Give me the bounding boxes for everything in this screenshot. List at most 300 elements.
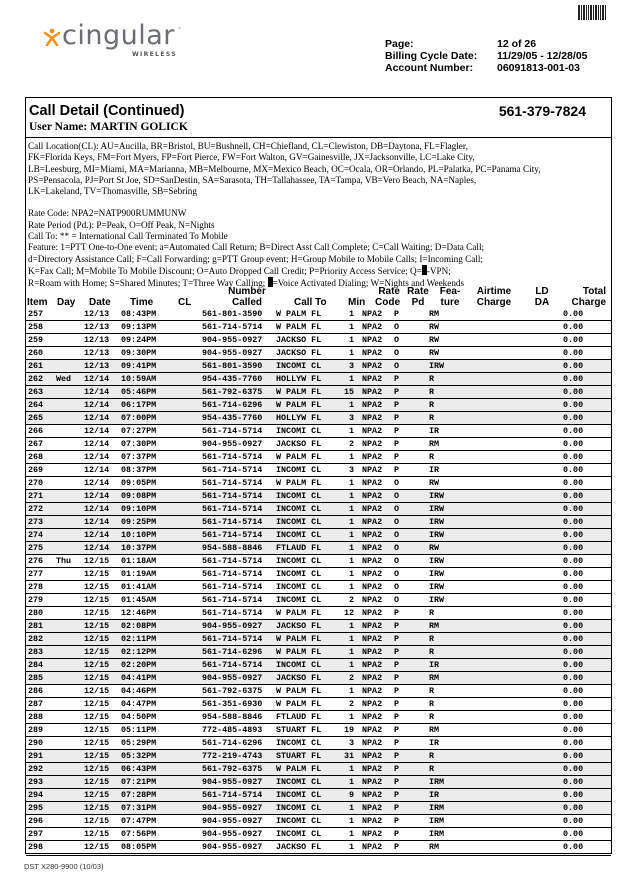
cell-date: 12/15 — [84, 608, 110, 618]
legend-feature — [28, 265, 609, 277]
logo-wordmark: cingular — [62, 20, 175, 51]
legend-call-location: LK=Lakeland, TV=Thomasville, SB=Sebring — [28, 186, 197, 197]
table-row — [26, 776, 611, 789]
cell-min: 1 — [348, 634, 354, 644]
cell-total: 0.00 — [563, 452, 584, 462]
cell-time: 10:59AM — [121, 374, 157, 384]
cell-number: 561-714-5714 — [202, 465, 263, 475]
cell-min: 1 — [348, 621, 354, 631]
cell-total: 0.00 — [563, 842, 584, 852]
cell-date: 12/14 — [84, 491, 110, 501]
cell-min: 1 — [348, 569, 354, 579]
cell-number: 561-714-5714 — [202, 595, 263, 605]
cell-call-to: INCOMI CL — [276, 556, 322, 566]
cell-time: 06:17PM — [121, 400, 157, 410]
cell-rate-pd: P — [394, 738, 400, 748]
cell-date: 12/15 — [84, 738, 110, 748]
table-end-rule — [26, 854, 611, 856]
cell-time: 08:05PM — [121, 842, 157, 852]
cell-call-to: W PALM FL — [276, 764, 322, 774]
cell-min: 1 — [348, 517, 354, 527]
col-label: Number — [228, 286, 266, 297]
cell-call-to: INCOMI CL — [276, 829, 322, 839]
cell-rate-code: NPA2 — [362, 530, 383, 540]
cell-time: 07:30PM — [121, 439, 157, 449]
cell-rate-pd: O — [394, 504, 400, 514]
cell-number: 561-714-5714 — [202, 504, 263, 514]
cell-rate-pd: O — [394, 491, 400, 501]
cell-time: 04:47PM — [121, 699, 157, 709]
barcode-icon — [578, 5, 606, 20]
cell-item: 278 — [28, 582, 44, 592]
cell-rate-code: NPA2 — [362, 660, 383, 670]
cell-rate-code: NPA2 — [362, 842, 383, 852]
cell-feature: IRW — [429, 569, 445, 579]
cell-rate-code: NPA2 — [362, 322, 383, 332]
cell-rate-code: NPA2 — [362, 647, 383, 657]
cell-rate-pd: O — [394, 361, 400, 371]
cell-number: 561-714-5714 — [202, 530, 263, 540]
cell-rate-pd: O — [394, 348, 400, 358]
cell-time: 04:41PM — [121, 673, 157, 683]
cell-call-to: JACKSO FL — [276, 621, 322, 631]
cell-item: 265 — [28, 413, 44, 423]
cell-number: 561-714-6296 — [202, 738, 263, 748]
cell-min: 1 — [348, 426, 354, 436]
meta-billing-cycle — [385, 50, 588, 62]
cell-number: 561-714-5714 — [202, 790, 263, 800]
table-row — [26, 308, 611, 321]
cell-rate-pd: P — [394, 309, 400, 319]
cell-call-to: W PALM FL — [276, 634, 322, 644]
cell-call-to: STUART FL — [276, 751, 322, 761]
cell-rate-code: NPA2 — [362, 413, 383, 423]
cell-call-to: W PALM FL — [276, 478, 322, 488]
cell-feature: RW — [429, 348, 440, 358]
cell-rate-code: NPA2 — [362, 543, 383, 553]
cell-number: 561-714-5714 — [202, 478, 263, 488]
table-row — [26, 438, 611, 451]
cell-total: 0.00 — [563, 322, 584, 332]
cell-number: 561-792-6375 — [202, 686, 263, 696]
cell-rate-pd: O — [394, 569, 400, 579]
meta-page — [385, 38, 588, 50]
cell-number: 904-955-0927 — [202, 777, 263, 787]
table-row — [26, 477, 611, 490]
cell-total: 0.00 — [563, 387, 584, 397]
cell-rate-pd: P — [394, 816, 400, 826]
cell-min: 1 — [348, 816, 354, 826]
cell-total: 0.00 — [563, 686, 584, 696]
cell-number: 904-955-0927 — [202, 621, 263, 631]
cell-feature: IRM — [429, 816, 445, 826]
cell-item: 258 — [28, 322, 44, 332]
cell-call-to: INCOMI CL — [276, 465, 322, 475]
cell-date: 12/14 — [84, 530, 110, 540]
table-row — [26, 789, 611, 802]
cell-item: 272 — [28, 504, 44, 514]
cell-rate-code: NPA2 — [362, 426, 383, 436]
cell-min: 3 — [348, 738, 354, 748]
cell-call-to: W PALM FL — [276, 309, 322, 319]
cell-item: 259 — [28, 335, 44, 345]
col-label: Charge — [476, 297, 512, 308]
cell-feature: IRW — [429, 530, 445, 540]
cell-call-to: INCOMI CL — [276, 426, 322, 436]
section-title: Call Detail (Continued) — [29, 103, 185, 119]
cell-number: 954-588-8846 — [202, 543, 263, 553]
cell-total: 0.00 — [563, 426, 584, 436]
cell-rate-pd: P — [394, 387, 400, 397]
cell-time: 09:10PM — [121, 504, 157, 514]
col-feature — [437, 286, 463, 308]
cingular-logo — [44, 22, 194, 62]
cell-rate-code: NPA2 — [362, 673, 383, 683]
cell-item: 276 — [28, 556, 44, 566]
table-row — [26, 685, 611, 698]
col-ld-da — [533, 286, 551, 308]
cell-rate-pd: O — [394, 595, 400, 605]
cell-call-to: JACKSO FL — [276, 335, 322, 345]
table-row — [26, 750, 611, 763]
cell-time: 02:20PM — [121, 660, 157, 670]
cell-feature: IRM — [429, 803, 445, 813]
table-row — [26, 399, 611, 412]
cell-feature: IR — [429, 426, 440, 436]
cell-date: 12/15 — [84, 621, 110, 631]
cell-item: 282 — [28, 634, 44, 644]
cell-number: 561-714-6296 — [202, 400, 263, 410]
cell-total: 0.00 — [563, 790, 584, 800]
cell-total: 0.00 — [563, 725, 584, 735]
cell-time: 07:00PM — [121, 413, 157, 423]
cell-date: 12/15 — [84, 712, 110, 722]
cell-date: 12/15 — [84, 699, 110, 709]
cell-time: 02:11PM — [121, 634, 157, 644]
cell-rate-code: NPA2 — [362, 309, 383, 319]
cell-rate-pd: P — [394, 686, 400, 696]
cell-rate-pd: P — [394, 608, 400, 618]
cell-number: 904-955-0927 — [202, 439, 263, 449]
cell-call-to: INCOMI CL — [276, 530, 322, 540]
cell-time: 01:19AM — [121, 569, 157, 579]
table-row — [26, 737, 611, 750]
cell-call-to: INCOMI CL — [276, 595, 322, 605]
cell-min: 1 — [348, 309, 354, 319]
cell-number: 904-955-0927 — [202, 816, 263, 826]
legend-text: K=Fax Call; M=Mobile To Mobile Discount; O=Auto Dropped Call Credit; P=Priority Access Service; Q= — [28, 265, 422, 276]
cell-date: 12/13 — [84, 335, 110, 345]
cell-rate-code: NPA2 — [362, 608, 383, 618]
cell-min: 1 — [348, 556, 354, 566]
cell-date: 12/13 — [84, 348, 110, 358]
cell-item: 285 — [28, 673, 44, 683]
table-row — [26, 373, 611, 386]
cell-min: 1 — [348, 647, 354, 657]
cell-feature: IR — [429, 790, 440, 800]
cell-rate-pd: O — [394, 335, 400, 345]
meta-label: Page: — [385, 38, 414, 50]
cell-call-to: STUART FL — [276, 725, 322, 735]
cell-time: 09:24PM — [121, 335, 157, 345]
cell-feature: RW — [429, 335, 440, 345]
cell-rate-code: NPA2 — [362, 439, 383, 449]
cell-feature: RW — [429, 543, 440, 553]
cell-min: 1 — [348, 491, 354, 501]
table-row — [26, 425, 611, 438]
cell-number: 561-714-5714 — [202, 452, 263, 462]
cell-number: 561-714-5714 — [202, 322, 263, 332]
cell-total: 0.00 — [563, 491, 584, 501]
cell-call-to: FTLAUD FL — [276, 712, 322, 722]
cell-feature: R — [429, 647, 435, 657]
cell-call-to: INCOMI CL — [276, 803, 322, 813]
cell-item: 266 — [28, 426, 44, 436]
cell-call-to: W PALM FL — [276, 647, 322, 657]
cell-item: 289 — [28, 725, 44, 735]
col-airtime-charge — [472, 286, 516, 308]
col-day: Day — [57, 297, 76, 308]
cell-call-to: INCOMI CL — [276, 816, 322, 826]
cell-date: 12/14 — [84, 452, 110, 462]
cell-total: 0.00 — [563, 751, 584, 761]
cell-number: 772-219-4743 — [202, 751, 263, 761]
cell-time: 09:13PM — [121, 322, 157, 332]
cell-call-to: INCOMI CL — [276, 738, 322, 748]
cell-time: 10:10PM — [121, 530, 157, 540]
cell-total: 0.00 — [563, 361, 584, 371]
cell-date: 12/15 — [84, 777, 110, 787]
cell-date: 12/15 — [84, 816, 110, 826]
col-total-charge — [569, 286, 606, 308]
cell-rate-code: NPA2 — [362, 777, 383, 787]
cell-time: 08:43PM — [121, 309, 157, 319]
table-row — [26, 802, 611, 815]
cell-time: 01:18AM — [121, 556, 157, 566]
legend-feature: d=Directory Assistance Call; F=Call Forwarding; g=PTT Group event; H=Group Mobile to Mobile Calls; I=Incoming Call; — [28, 253, 483, 264]
cell-call-to: HOLLYW FL — [276, 374, 322, 384]
cell-item: 291 — [28, 751, 44, 761]
cell-rate-pd: P — [394, 465, 400, 475]
cell-min: 1 — [348, 322, 354, 332]
cell-rate-code: NPA2 — [362, 595, 383, 605]
cell-feature: RM — [429, 673, 440, 683]
cell-date: 12/13 — [84, 322, 110, 332]
cell-number: 954-435-7760 — [202, 413, 263, 423]
cell-min: 1 — [348, 374, 354, 384]
cell-call-to: HOLLYW FL — [276, 413, 322, 423]
cell-rate-pd: P — [394, 673, 400, 683]
cell-date: 12/15 — [84, 660, 110, 670]
cell-number: 561-714-5714 — [202, 582, 263, 592]
cell-total: 0.00 — [563, 777, 584, 787]
cell-date: 12/15 — [84, 647, 110, 657]
cell-rate-code: NPA2 — [362, 374, 383, 384]
legend-text: =Voice Activated Dialing; W=Nights and Weekends — [272, 278, 465, 289]
cell-feature: IRW — [429, 361, 445, 371]
legend-text: R=Roam with Home; S=Shared Minutes; T=Three Way Calling; — [28, 278, 268, 289]
cell-total: 0.00 — [563, 543, 584, 553]
cell-item: 283 — [28, 647, 44, 657]
table-row — [26, 347, 611, 360]
cell-number: 561-714-5714 — [202, 634, 263, 644]
cell-rate-pd: O — [394, 543, 400, 553]
cell-item: 287 — [28, 699, 44, 709]
col-label: Called — [231, 297, 262, 308]
cell-rate-code: NPA2 — [362, 478, 383, 488]
col-label: DA — [534, 297, 550, 308]
cell-rate-code: NPA2 — [362, 829, 383, 839]
cell-min: 1 — [348, 686, 354, 696]
cell-number: 904-955-0927 — [202, 673, 263, 683]
cell-item: 297 — [28, 829, 44, 839]
cell-date: 12/14 — [84, 517, 110, 527]
table-row — [26, 542, 611, 555]
cell-number: 561-801-3590 — [202, 361, 263, 371]
cell-time: 02:12PM — [121, 647, 157, 657]
cell-date: 12/14 — [84, 465, 110, 475]
legend-call-to: Call To: ** = International Call Terminated To Mobile — [28, 231, 228, 242]
cell-rate-pd: P — [394, 777, 400, 787]
cell-rate-pd: O — [394, 322, 400, 332]
cell-rate-code: NPA2 — [362, 816, 383, 826]
table-row — [26, 412, 611, 425]
cell-rate-pd: P — [394, 751, 400, 761]
cell-rate-pd: P — [394, 764, 400, 774]
cell-item: 273 — [28, 517, 44, 527]
cell-date: 12/14 — [84, 478, 110, 488]
cell-rate-pd: O — [394, 556, 400, 566]
cell-feature: IRM — [429, 829, 445, 839]
cell-min: 1 — [348, 777, 354, 787]
cell-total: 0.00 — [563, 764, 584, 774]
cell-total: 0.00 — [563, 738, 584, 748]
cell-call-to: INCOMI CL — [276, 790, 322, 800]
cell-rate-pd: P — [394, 621, 400, 631]
meta-label: Billing Cycle Date: — [385, 50, 478, 62]
cell-item: 257 — [28, 309, 44, 319]
cell-feature: IR — [429, 738, 440, 748]
cell-feature: R — [429, 387, 435, 397]
table-row — [26, 763, 611, 776]
table-row — [26, 555, 611, 568]
cell-call-to: INCOMI CL — [276, 491, 322, 501]
cell-min: 1 — [348, 348, 354, 358]
cell-total: 0.00 — [563, 816, 584, 826]
cell-date: 12/15 — [84, 556, 110, 566]
col-label: Airtime — [476, 286, 512, 297]
col-cl: CL — [178, 297, 192, 308]
cell-number: 904-955-0927 — [202, 842, 263, 852]
cell-number: 561-351-6930 — [202, 699, 263, 709]
cell-min: 1 — [348, 582, 354, 592]
cell-total: 0.00 — [563, 673, 584, 683]
table-row — [26, 815, 611, 828]
cell-rate-code: NPA2 — [362, 712, 383, 722]
cell-time: 05:32PM — [121, 751, 157, 761]
cell-time: 04:46PM — [121, 686, 157, 696]
cell-time: 07:27PM — [121, 426, 157, 436]
cell-feature: IR — [429, 660, 440, 670]
cell-time: 07:37PM — [121, 452, 157, 462]
cell-date: 12/13 — [84, 309, 110, 319]
cell-total: 0.00 — [563, 439, 584, 449]
cell-item: 263 — [28, 387, 44, 397]
cell-date: 12/15 — [84, 803, 110, 813]
cell-item: 286 — [28, 686, 44, 696]
cell-item: 280 — [28, 608, 44, 618]
cell-rate-pd: P — [394, 712, 400, 722]
cell-time: 01:45AM — [121, 595, 157, 605]
cell-rate-code: NPA2 — [362, 764, 383, 774]
cell-feature: IRW — [429, 582, 445, 592]
cell-number: 561-714-5714 — [202, 517, 263, 527]
cell-date: 12/15 — [84, 751, 110, 761]
phone-number: 561-379-7824 — [498, 103, 586, 119]
cell-item: 293 — [28, 777, 44, 787]
cell-feature: IRM — [429, 777, 445, 787]
cell-feature: R — [429, 452, 435, 462]
cell-feature: RM — [429, 725, 440, 735]
cell-time: 09:41PM — [121, 361, 157, 371]
col-label: Fea- — [439, 286, 461, 297]
cell-item: 264 — [28, 400, 44, 410]
cell-item: 269 — [28, 465, 44, 475]
cell-rate-code: NPA2 — [362, 361, 383, 371]
cell-total: 0.00 — [563, 634, 584, 644]
table-row — [26, 620, 611, 633]
cell-min: 1 — [348, 543, 354, 553]
cell-time: 09:25PM — [121, 517, 157, 527]
cell-rate-pd: P — [394, 803, 400, 813]
cell-rate-pd: P — [394, 452, 400, 462]
table-row — [26, 516, 611, 529]
cell-min: 1 — [348, 829, 354, 839]
cell-feature: R — [429, 751, 435, 761]
cell-total: 0.00 — [563, 647, 584, 657]
cell-feature: IRW — [429, 504, 445, 514]
cell-item: 295 — [28, 803, 44, 813]
cell-rate-pd: O — [394, 478, 400, 488]
cell-rate-code: NPA2 — [362, 803, 383, 813]
cell-feature: RW — [429, 478, 440, 488]
cell-number: 904-955-0927 — [202, 335, 263, 345]
cell-number: 561-714-6296 — [202, 647, 263, 657]
table-row — [26, 841, 611, 854]
table-row — [26, 568, 611, 581]
cell-rate-code: NPA2 — [362, 556, 383, 566]
cell-feature: IRW — [429, 491, 445, 501]
cell-item: 262 — [28, 374, 44, 384]
cell-total: 0.00 — [563, 569, 584, 579]
cell-feature: R — [429, 374, 435, 384]
table-row — [26, 503, 611, 516]
cell-rate-code: NPA2 — [362, 452, 383, 462]
table-row — [26, 607, 611, 620]
cell-date: 12/15 — [84, 595, 110, 605]
cell-feature: R — [429, 634, 435, 644]
table-row — [26, 529, 611, 542]
cell-total: 0.00 — [563, 803, 584, 813]
cell-total: 0.00 — [563, 517, 584, 527]
cell-number: 561-792-6375 — [202, 764, 263, 774]
meta-value: 11/29/05 - 12/28/05 — [497, 50, 588, 62]
cell-item: 261 — [28, 361, 44, 371]
cell-total: 0.00 — [563, 621, 584, 631]
cell-number: 904-955-0927 — [202, 803, 263, 813]
table-row — [26, 334, 611, 347]
cell-feature: RW — [429, 322, 440, 332]
